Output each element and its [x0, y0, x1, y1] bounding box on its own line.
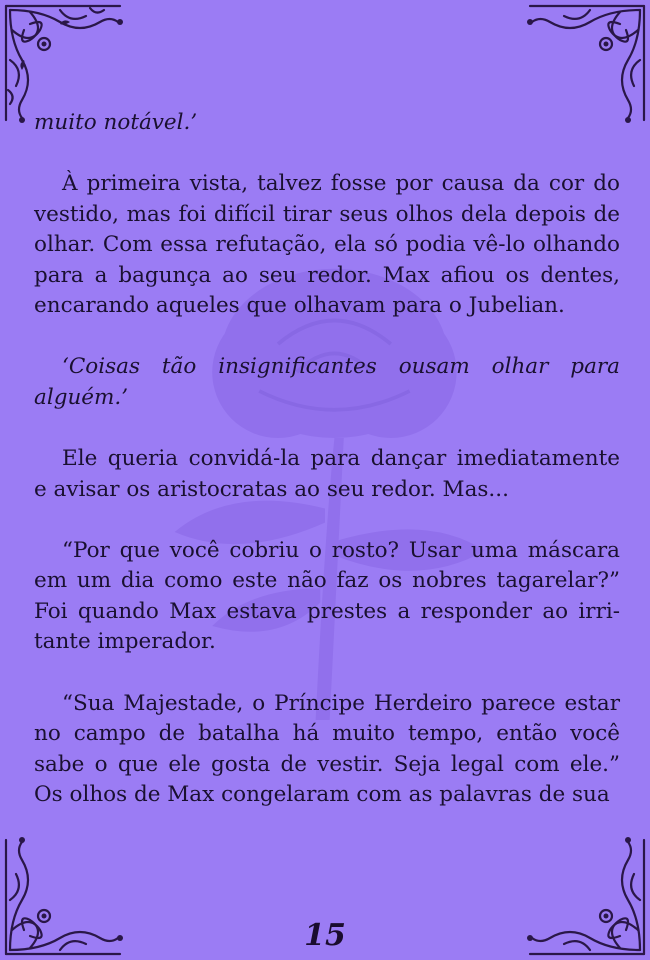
- paragraph: “Por que você cobriu o rosto? Usar uma máscara em um dia como este não faz os nobres tagarelar?” Foi quando Max estava prestes a responder ao irritante imperador.: [34, 538, 620, 655]
- paragraph: “Sua Majestade, o Príncipe Herdeiro parece estar no campo de batalha há muito tempo, então você sabe o que ele gosta de vestir. Seja legal com ele.” Os olhos de Max congelaram com as palavras de sua: [34, 690, 620, 807]
- paragraph: À primeira vista, talvez fosse por causa da cor do vestido, mas foi difícil tirar seus olhos dela depois de olhar. Com essa refutação, ela só podia vê-lo olhando para a bagunça ao seu redor. Max afiou os dentes, encarando aqueles que olhavam para o Jubelian.: [34, 171, 620, 319]
- paragraph: muito notável.’: [34, 110, 198, 135]
- paragraph: Ele queria convidá-la para dançar imediatamente e avisar os aristocratas ao seu redor. Mas...: [34, 446, 620, 502]
- paragraph: ‘Coisas tão insignificantes ousam olhar para alguém.’: [34, 354, 620, 410]
- body-text: [34, 108, 620, 810]
- page-number: 15: [304, 918, 346, 953]
